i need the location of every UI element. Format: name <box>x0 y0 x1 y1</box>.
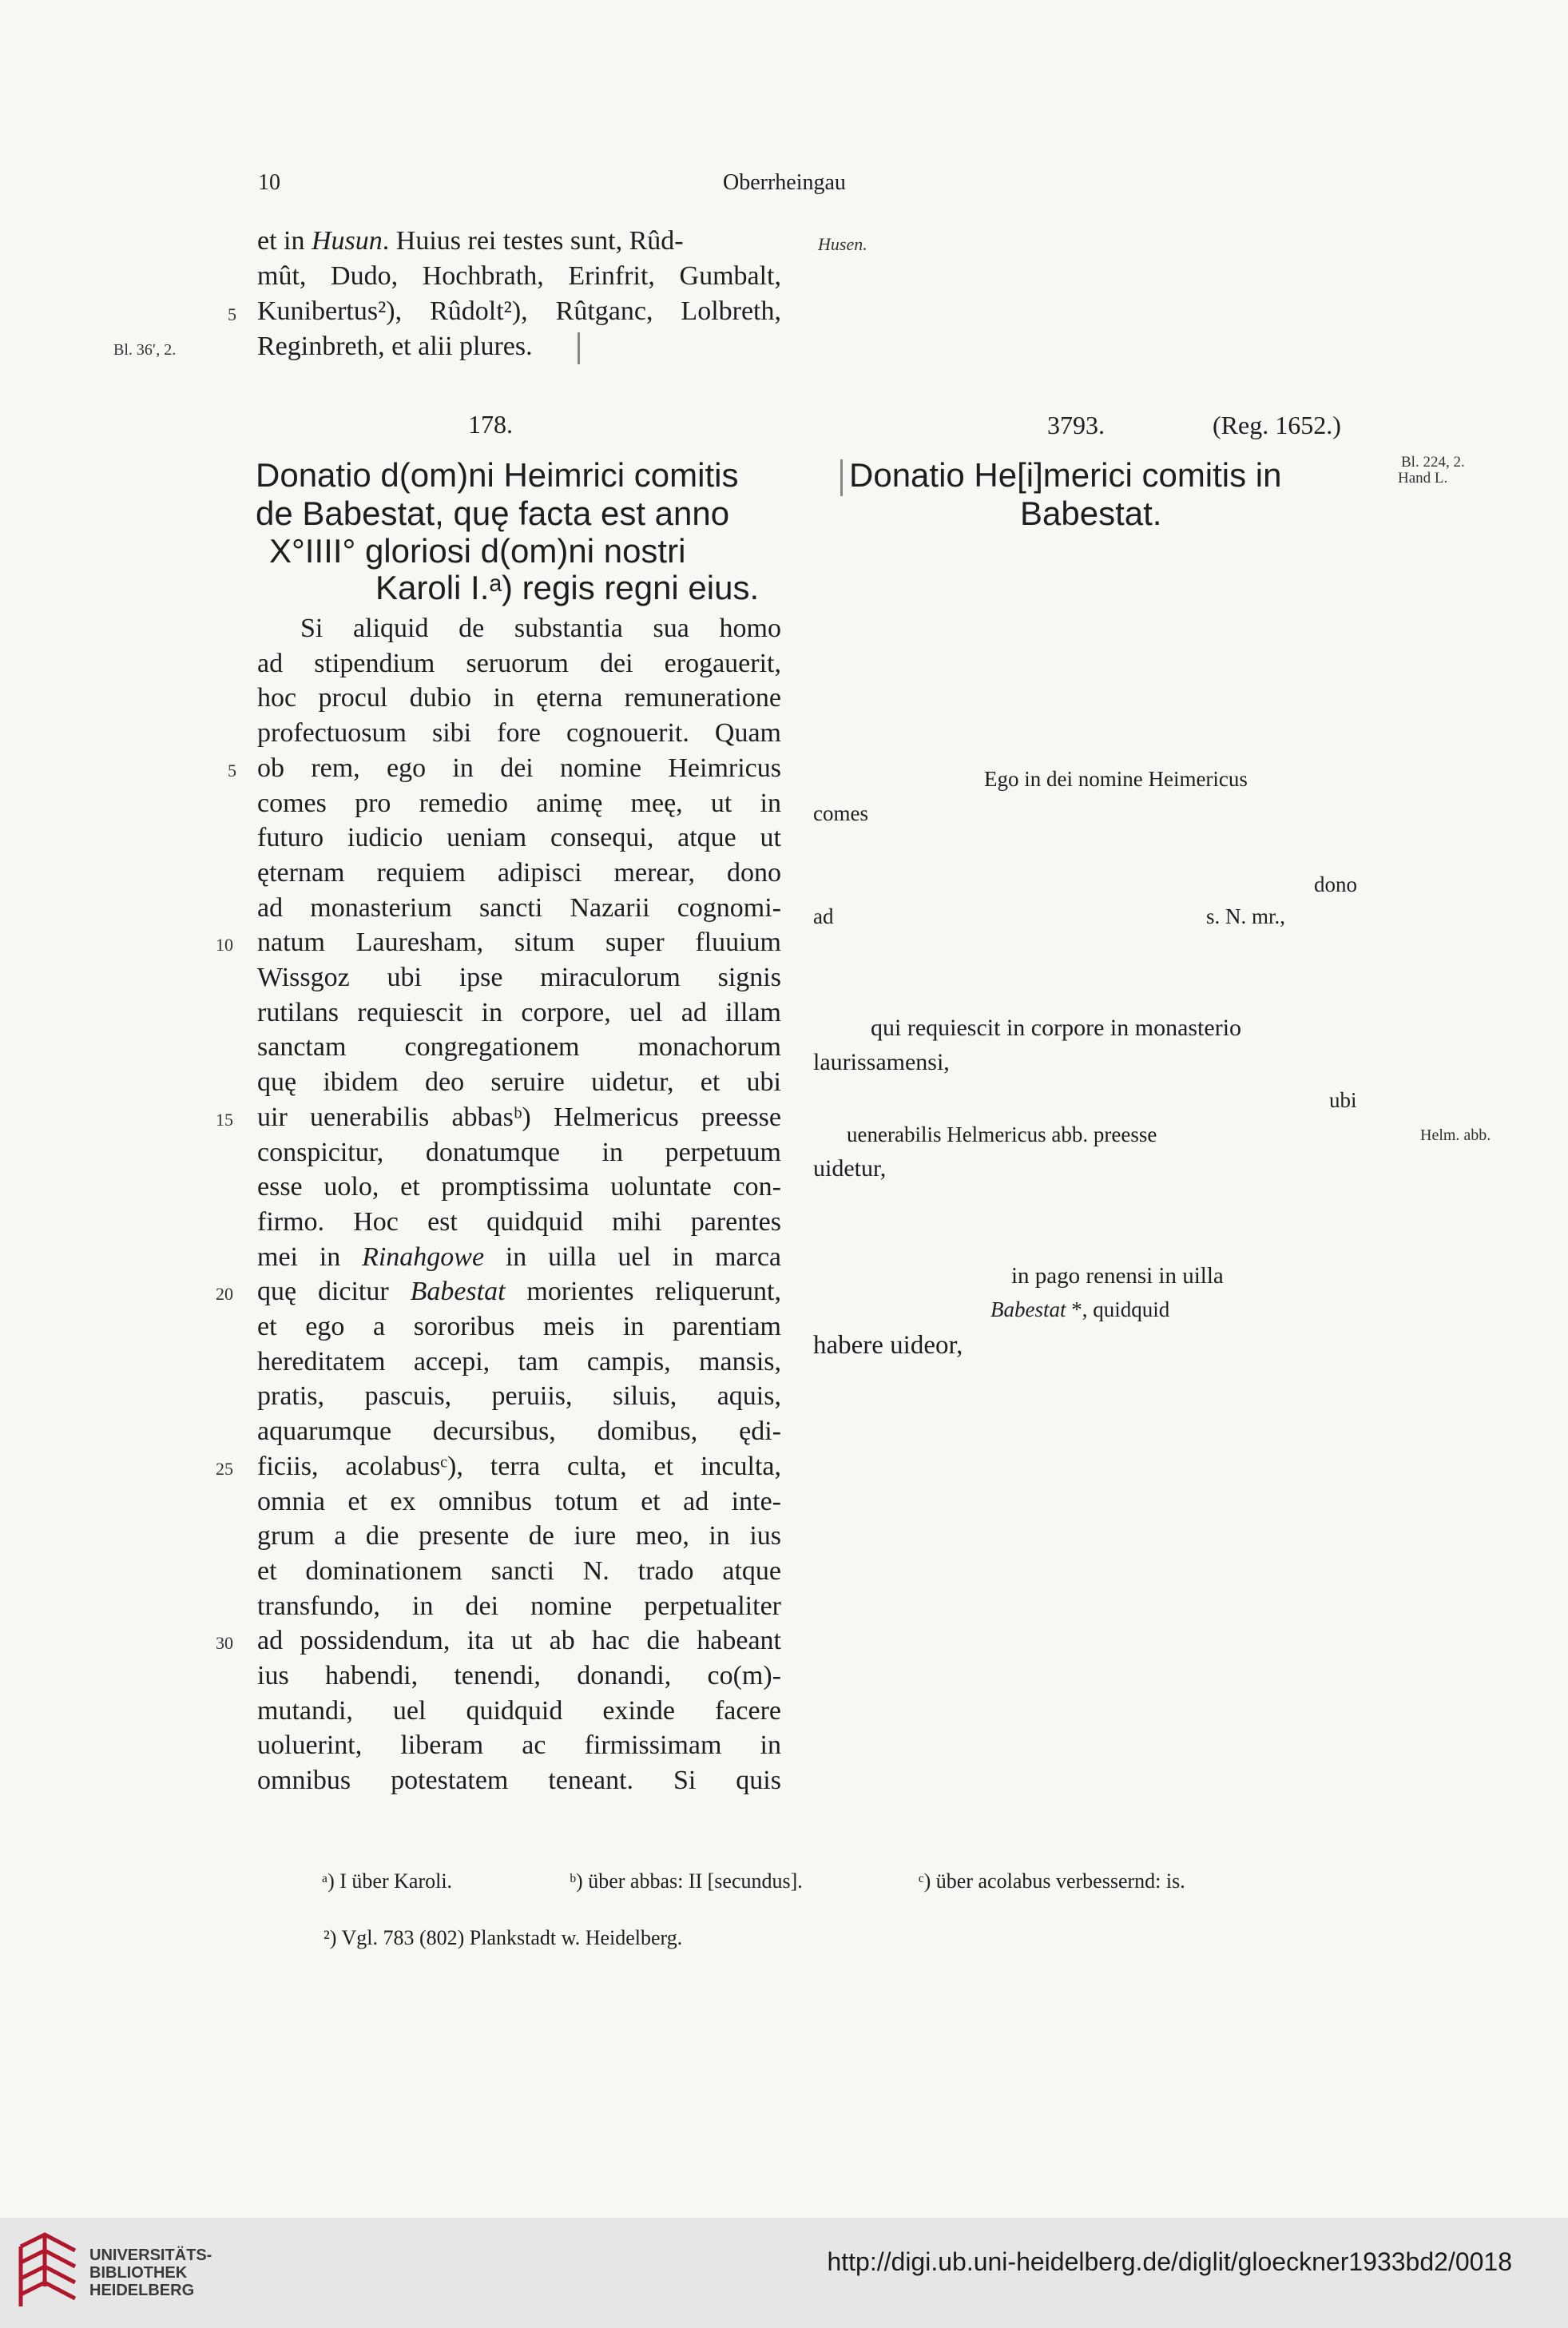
text-cursor <box>578 332 580 364</box>
source-fragment: s. N. mr., <box>1206 904 1286 928</box>
charter-title-line: X°IIII° gloriosi d(om)ni nostri <box>269 532 686 570</box>
charter-body-line: uir uenerabilis abbasᵇ) Helmericus preesse <box>257 1102 781 1132</box>
charter-body-line: futuro iudicio ueniam consequi, atque ut <box>257 823 781 853</box>
charter-body-line: comes pro remedio animę meę, ut in <box>257 788 781 818</box>
line-number: 15 <box>216 1109 233 1130</box>
source-fragment: Ego in dei nomine Heimericus <box>984 767 1248 791</box>
charter-title-line: Karoli I.ᵃ) regis regni eius. <box>375 569 760 606</box>
source-fragment: qui requiescit in corpore in monasterio <box>871 1015 1242 1041</box>
charter-body-line: Si aliquid de substantia sua homo <box>300 614 781 643</box>
charter-body-line: aquarumque decursibus, domibus, ędi- <box>257 1416 781 1447</box>
charter-body-line: ęternam requiem adipisci merear, dono <box>257 857 781 888</box>
charter-body-line: ad possidendum, ita ut ab hac die habeant <box>257 1626 781 1656</box>
charter-body-line: et dominationem sancti N. trado atque <box>257 1555 781 1586</box>
footnote-b: ᵇ) über abbas: II [secundus]. <box>570 1869 803 1893</box>
charter-body-line: hereditatem accepi, tam campis, mansis, <box>257 1346 781 1377</box>
page-number: 10 <box>258 170 280 195</box>
charter-body-line: firmo. Hoc est quidquid mihi parentes <box>257 1206 781 1237</box>
line-number: 5 <box>228 304 236 324</box>
text-cursor <box>840 459 843 496</box>
charter-title-line: de Babestat, quę facta est anno <box>256 495 730 532</box>
charter-body-line: omnia et ex omnibus totum et ad inte- <box>257 1486 781 1516</box>
charter-body-line: profectuosum sibi fore cognouerit. Quam <box>257 718 781 749</box>
charter-body-line: pratis, pascuis, peruiis, siluis, aquis, <box>257 1381 781 1412</box>
charter-body-line: omnibus potestatem teneant. Si quis <box>257 1766 781 1796</box>
regest-reference: (Reg. 1652.) <box>1213 411 1341 439</box>
charter-body-line: conspicitur, donatumque in perpetuum <box>257 1137 781 1167</box>
charter-body-line: quę dicitur Babestat morientes reliquerunt, <box>257 1277 781 1307</box>
source-title-line: Babestat. <box>1020 495 1162 532</box>
source-fragment: ad <box>813 904 834 928</box>
footer-bar <box>0 2218 1568 2328</box>
source-fragment: laurissamensi, <box>813 1049 950 1075</box>
charter-body-line: quę ibidem deo seruire uidetur, et ubi <box>257 1067 781 1098</box>
charter-body-line: transfundo, in dei nomine perpetualiter <box>257 1591 781 1621</box>
line-number: 30 <box>216 1633 233 1654</box>
line-number: 20 <box>216 1284 233 1305</box>
source-fragment: in pago renensi in uilla <box>1011 1263 1224 1289</box>
source-url[interactable]: http://digi.ub.uni-heidelberg.de/diglit/gloeckner1933bd2/0018 <box>827 2247 1512 2276</box>
margin-reference-right: Bl. 224, 2. <box>1401 454 1465 471</box>
charter-body-line: ius habendi, tenendi, donandi, co(m)- <box>257 1661 781 1690</box>
source-fragment: habere uideor, <box>813 1331 963 1360</box>
charter-body-line: sanctam congregationem monachorum <box>257 1032 781 1063</box>
charter-body-line: natum Lauresham, situm super fluuium <box>257 928 781 958</box>
charter-body-line: ficiis, acolabusᶜ), terra culta, et inculta, <box>257 1451 781 1481</box>
logo-text: UNIVERSITÄTS- BIBLIOTHEK HEIDELBERG <box>89 2247 212 2299</box>
line-number: 10 <box>216 935 233 955</box>
charter-body-line: mutandi, uel quidquid exinde facere <box>257 1695 781 1726</box>
charter-body-line: grum a die presente de iure meo, in ius <box>257 1521 781 1551</box>
line-number: 25 <box>216 1458 233 1479</box>
source-fragment: uenerabilis Helmericus abb. preesse <box>847 1122 1157 1146</box>
intro-line: mût, Dudo, Hochbrath, Erinfrit, Gumbalt, <box>257 261 781 291</box>
source-fragment: Babestat *, quidquid <box>990 1297 1170 1321</box>
source-title-line: Donatio He[i]merici comitis in <box>849 456 1282 494</box>
charter-number: 178. <box>468 410 513 439</box>
footnote-2: ²) Vgl. 783 (802) Plankstadt w. Heidelberg. <box>324 1926 683 1949</box>
library-logo-icon <box>13 2231 83 2310</box>
margin-place-name: Husen. <box>818 234 867 254</box>
margin-hand-note: Hand L. <box>1398 470 1448 487</box>
source-fragment: ubi <box>1329 1088 1357 1112</box>
charter-body-line: et ego a sororibus meis in parentiam <box>257 1312 781 1341</box>
charter-body-line: esse uolo, et promptissima uoluntate con- <box>257 1172 781 1202</box>
charter-body-line: mei in Rinahgowe in uilla uel in marca <box>257 1241 781 1272</box>
charter-body-line: hoc procul dubio in ęterna remuneratione <box>257 683 781 713</box>
source-fragment: dono <box>1314 872 1357 896</box>
charter-title-line: Donatio d(om)ni Heimrici comitis <box>256 456 739 494</box>
margin-abbot-note: Helm. abb. <box>1420 1126 1491 1144</box>
footnote-a: ᵃ) I über Karoli. <box>322 1869 453 1893</box>
source-fragment: comes <box>813 801 868 825</box>
charter-body-line: uoluerint, liberam ac firmissimam in <box>257 1730 781 1761</box>
charter-body-line: ad stipendium seruorum dei erogauerit, <box>257 648 781 678</box>
charter-body-line: ad monasterium sancti Nazarii cognomi- <box>257 892 781 923</box>
charter-body-line: ob rem, ego in dei nomine Heimricus <box>257 753 781 783</box>
intro-line: Reginbreth, et alii plures. <box>257 332 533 361</box>
source-number: 3793. <box>1047 411 1105 439</box>
line-number: 5 <box>228 760 236 781</box>
intro-line: Kunibertus²), Rûdolt²), Rûtganc, Lolbreth, <box>257 296 781 326</box>
charter-body-line: Wissgoz ubi ipse miraculorum signis <box>257 963 781 992</box>
source-fragment: uidetur, <box>813 1155 887 1182</box>
margin-reference-left: Bl. 36ʹ, 2. <box>113 341 177 359</box>
intro-line: et in Husun. Huius rei testes sunt, Rûd- <box>257 226 684 256</box>
footnote-c: ᶜ) über acolabus verbessernd: is. <box>919 1869 1185 1893</box>
running-title: Oberrheingau <box>723 170 846 195</box>
charter-body-line: rutilans requiescit in corpore, uel ad illam <box>257 997 781 1027</box>
